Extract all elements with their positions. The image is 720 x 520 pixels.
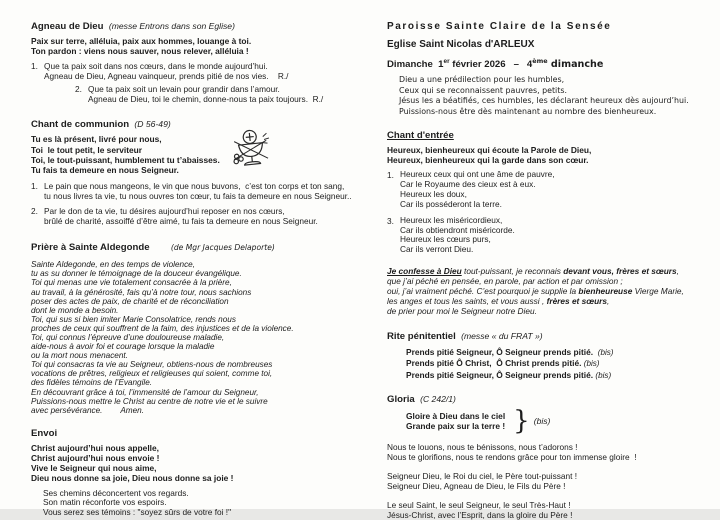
verse-number: 1. <box>387 169 394 180</box>
prayer-line: Toi, qui sus si bien imiter Marie Consolatrice, rends nous <box>31 314 236 324</box>
stanza-line: Seigneur Dieu, Agneau de Dieu, le Fils du Père ! <box>387 480 566 491</box>
verse-line: Le pain que nous mangeons, le vin que nous buvons, c’est ton corps et ton sang, <box>44 181 345 192</box>
prayer-line: En découvrant grâce à toi, l’immensité de l’amour du Seigneur, <box>31 387 259 397</box>
church-name: Eglise Saint Nicolas d'ARLEUX <box>387 39 535 50</box>
rite-subtitle: (messe « du FRAT ») <box>461 330 543 341</box>
kyrie-line <box>406 370 715 381</box>
communion-verse-2 <box>31 206 365 226</box>
kyrie-text: Prends pitié Ô Christ, Ô Christ prends pitié. <box>406 358 584 369</box>
prayer-line: avec persévérance. Amen. <box>31 405 145 415</box>
verse-line: Son matin réconforte vos espoirs. <box>43 497 167 508</box>
agneau-verse-2 <box>75 84 365 104</box>
stanza-line: Le seul Saint, le seul Seigneur, le seul Très-Haut ! <box>387 499 571 510</box>
verse-line: Heureux ceux qui ont une âme de pauvre, <box>400 168 555 179</box>
refrain-line: Dieu nous donne sa joie, Dieu nous donne sa joie ! <box>31 473 234 484</box>
confiteor-text: frères et sœurs <box>546 295 607 306</box>
intro-meditation <box>399 75 715 117</box>
refrain-line: Tu fais ta demeure en nous Seigneur. <box>31 165 179 176</box>
date-text: Dimanche 1 <box>387 59 444 71</box>
communion-title: Chant de communion <box>31 119 130 131</box>
rite-title: Rite pénitentiel <box>387 330 456 342</box>
refrain-line: Tu es là présent, livré pour nous, <box>31 134 162 145</box>
kyrie-line <box>406 358 715 369</box>
gloria-refrain-lines <box>406 411 505 431</box>
verse-number: 1. <box>31 61 38 72</box>
verse-line: Heureux les cœurs purs, <box>400 234 491 245</box>
priere-title: Prière à Sainte Aldegonde <box>31 242 150 254</box>
refrain-line: Toi, le tout-puissant, humblement tu t’abaisses. <box>31 154 220 165</box>
refrain-line: Christ aujourd’hui nous appelle, <box>31 442 159 453</box>
gloria-stanza <box>387 471 715 491</box>
refrain-line: Heureux, bienheureux qui la garde dans son cœur. <box>387 154 589 165</box>
kyrie-text: Prends pitié Seigneur, Ô Seigneur prends pitié. <box>406 369 596 380</box>
entree-refrain <box>387 145 715 165</box>
verse-number: 1. <box>31 181 38 192</box>
communion-verse-1 <box>31 181 365 201</box>
intro-line: Puissions-nous être dès maintenant au nombre des bienheureux. <box>399 106 657 116</box>
gloria-stanza <box>387 500 715 520</box>
envoi-verse <box>43 489 365 518</box>
gloria-stanza <box>387 442 715 462</box>
prayer-line: ou la mort nous menacent. <box>31 351 128 361</box>
parish-name: Paroisse Sainte Claire de la Sensée <box>387 21 612 32</box>
prayer-line: aide-nous à avoir foi et courage lorsque la maladie <box>31 342 215 352</box>
kyrie-acclamations <box>406 347 715 381</box>
confiteor-text: , <box>607 295 610 306</box>
right-column <box>387 20 715 520</box>
chalice-host-icon <box>227 128 273 175</box>
refrain-line: Grande paix sur la terre ! <box>406 420 506 431</box>
left-column <box>31 20 365 517</box>
verse-line: Heureux les doux, <box>400 188 467 199</box>
communion-refrain <box>31 134 365 175</box>
verse-line: Heureux les miséricordieux, <box>400 214 503 225</box>
agneau-subtitle: (messe Entrons dans son Eglise) <box>108 21 235 31</box>
section-envoi-heading <box>31 428 365 440</box>
verse-line: Vous serez ses témoins : "soyez sûrs de votre foi !" <box>43 506 232 517</box>
gloria-refrain <box>406 405 715 436</box>
stanza-line: Seigneur Dieu, le Roi du ciel, le Père tout-puissant ! <box>387 470 578 481</box>
date-text <box>532 59 603 70</box>
prayer-line: Sainte Aldegonde, en des temps de violence, <box>31 260 196 270</box>
verse-line: Car ils verront Dieu. <box>400 244 474 255</box>
verse-line: Par le don de ta vie, tu désires aujourd’hui reposer en nos cœurs, <box>44 206 285 217</box>
verse-line: Que ta paix soit un levain pour grandir dans l’amour. <box>88 84 280 95</box>
prayer-line: vocations de prêtres, religieux et religieuses qui soient, comme toi, <box>31 369 273 379</box>
intro-line: Dieu a une prédilection pour les humbles, <box>399 75 565 85</box>
prayer-line: des fidèles témoins de l’Evangile. <box>31 378 153 388</box>
date-line <box>387 55 715 71</box>
prayer-line: tu as su donner le témoignage de la douceur évangélique. <box>31 269 242 279</box>
section-rite-heading <box>387 330 715 343</box>
gloria-subtitle: (C 242/1) <box>420 393 456 404</box>
prayer-line: proches de ceux qui souffrent de la faim, des injustices et de la violence. <box>31 323 294 333</box>
section-priere-heading <box>31 242 365 254</box>
section-agneau-heading <box>31 20 365 33</box>
communion-subtitle: (D 56-49) <box>134 119 171 130</box>
prayer-line: au travail, à la générosité, fais qu’à notre tour, nous sachions <box>31 287 252 297</box>
verse-line: Agneau de Dieu, Agneau vainqueur, prends pitié de nos vies. R./ <box>44 71 289 82</box>
date-superscript: ème <box>532 57 548 65</box>
confiteor-text: Vierge Marie, <box>632 286 684 297</box>
entree-title: Chant d'entrée <box>387 129 454 141</box>
prayer-line: Toi qui consacras ta vie au Seigneur, obtiens-nous de nombreuses <box>31 360 273 370</box>
refrain-line: Gloire à Dieu dans le ciel <box>406 410 506 421</box>
verse-line: Agneau de Dieu, toi le chemin, donne-nous ta paix toujours. R./ <box>88 94 324 105</box>
entree-verse-3 <box>387 216 715 256</box>
section-communion-heading <box>31 118 365 131</box>
confiteor-text: tout-puissant, je reconnais <box>461 266 564 277</box>
refrain-line: Christ aujourd’hui nous envoie ! <box>31 453 160 464</box>
prayer-line: dont le monde a besoin. <box>31 305 119 315</box>
bis-marker: (bis) <box>533 415 551 426</box>
date-text: février 2026 – 4 <box>449 59 533 71</box>
confiteor-text: les anges et tous les saints, et vous aussi , <box>387 295 547 306</box>
agneau-refrain <box>31 36 365 56</box>
verse-number: 2. <box>31 206 38 217</box>
verse-line: brûlé de charité, assoiffé d’être aimé, tu fais ta demeure en nous Seigneur. <box>44 216 318 227</box>
stanza-line: Nous te louons, nous te bénissons, nous t’adorons ! <box>387 441 578 452</box>
verse-number: 3. <box>387 215 394 226</box>
verse-line: tu nous livres ta vie, tu nous ouvres ton cœur, tu fais ta demeure en nous Seigneur.. <box>44 191 352 202</box>
brace-glyph: } <box>513 405 530 436</box>
section-entree-heading <box>387 130 715 142</box>
prayer-line: poser des actes de paix, de charité et de réconciliation <box>31 296 229 306</box>
bis-marker: (bis) <box>595 370 612 380</box>
bis-marker: (bis) <box>597 347 614 357</box>
stanza-line: Jésus-Christ, avec l’Esprit, dans la gloire du Père ! <box>387 509 573 520</box>
confiteor-prayer <box>387 267 715 317</box>
verse-line: Ses chemins déconcertent vos regards. <box>43 487 189 498</box>
priere-body <box>31 260 365 415</box>
kyrie-line <box>406 347 715 358</box>
agneau-verse-1 <box>31 61 365 81</box>
confiteor-text: bienheureuse <box>578 286 633 297</box>
confiteor-text: oui, j’ai vraiment péché. C’est pourquoi je supplie la <box>387 286 579 297</box>
date-superscript: er <box>443 58 450 65</box>
confiteor-line: de prier pour moi le Seigneur notre Dieu. <box>387 305 537 316</box>
date-text: dimanche <box>547 59 604 71</box>
stanza-line: Nous te glorifions, nous te rendons grâce pour ton immense gloire ! <box>387 451 637 462</box>
verse-line: Car ils obtiendront miséricorde. <box>400 224 515 235</box>
refrain-line: Heureux, bienheureux qui écoute la Parole de Dieu, <box>387 144 592 155</box>
confiteor-incipit: Je confesse à Dieu <box>387 266 462 277</box>
confiteor-line: que j’ai péché en pensée, en parole, par action et par omission ; <box>387 276 623 287</box>
section-gloria-heading <box>387 393 715 406</box>
prayer-line: Puissions-nous mettre le Christ au centre de notre vie et le suivre <box>31 396 268 406</box>
prayer-line: Toi, qui connus l’épreuve d’une douloureuse maladie, <box>31 332 225 342</box>
verse-line: Car ils posséderont la terre. <box>400 198 502 209</box>
verse-number: 2. <box>75 84 82 95</box>
refrain-line: Vive le Seigneur qui nous aime, <box>31 463 157 474</box>
entree-verse-1 <box>387 170 715 210</box>
confiteor-text: devant vous, frères et sœurs <box>563 266 677 277</box>
refrain-line: Ton pardon : viens nous sauver, nous relever, alléluia ! <box>31 46 249 57</box>
envoi-title: Envoi <box>31 427 58 439</box>
kyrie-text: Prends pitié Seigneur, Ô Seigneur prends pitié. <box>406 346 598 357</box>
intro-line: Ceux qui se reconnaissent pauvres, petits. <box>399 85 567 95</box>
intro-line: Jésus les a béatifiés, ces humbles, les déclarant heureux dès aujourd’hui. <box>399 96 689 106</box>
gloria-title: Gloria <box>387 393 415 405</box>
envoi-refrain <box>31 443 365 484</box>
confiteor-text: , <box>676 266 679 277</box>
bis-marker: (bis) <box>583 359 600 369</box>
verse-line: Que ta paix soit dans nos cœurs, dans le monde aujourd’hui. <box>44 61 268 72</box>
agneau-title: Agneau de Dieu <box>31 21 104 32</box>
prayer-line: Toi qui menas une vie totalement consacrée à la prière, <box>31 278 232 288</box>
priere-subtitle: (de Mgr Jacques Delaporte) <box>170 243 275 253</box>
refrain-line: Paix sur terre, alléluia, paix aux hommes, louange à toi. <box>31 36 252 46</box>
refrain-line: Toi le tout petit, le serviteur <box>31 144 143 155</box>
verse-line: Car le Royaume des cieux est à eux. <box>400 178 536 189</box>
